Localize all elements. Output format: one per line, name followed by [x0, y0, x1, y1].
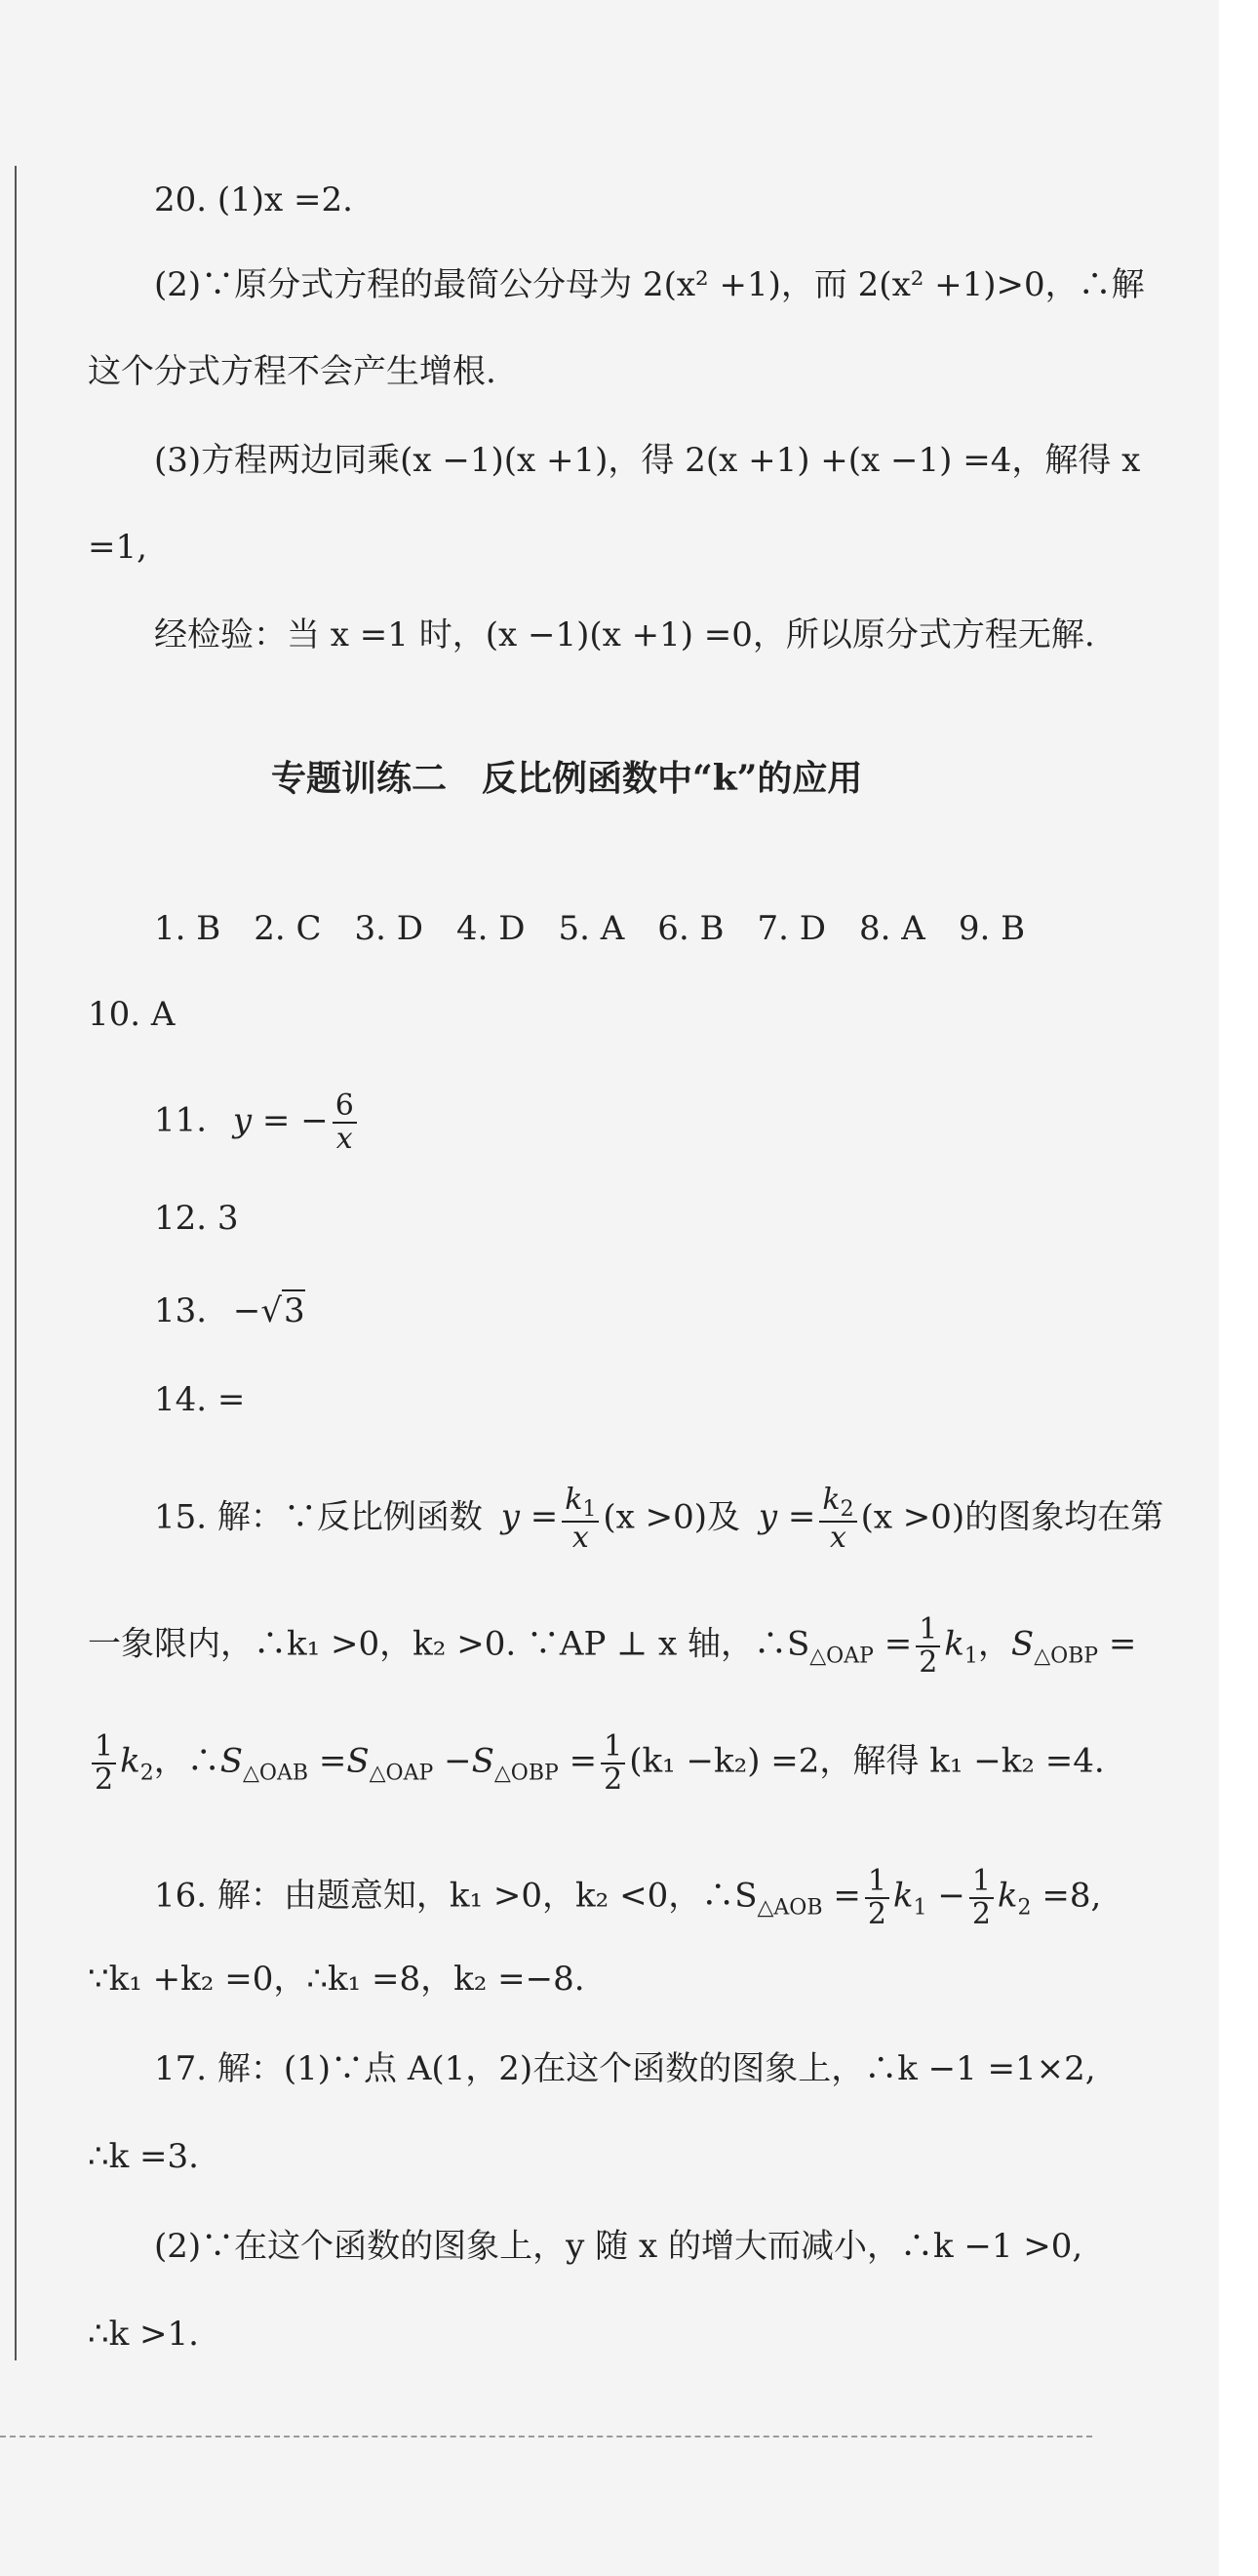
- p15-line3: $\frac{1}{2}$ $k_2$，$\therefore S_{\triangle OAB} =S_{\triangle OAP} -S_{\triangle OBP}$ = $\frac{1}{2}$ (k₁ −k₂) =2，解得 k₁ −k₂ =4.: [88, 1731, 1105, 1795]
- p20-line4: (3)方程两边同乘(x −1)(x +1)，得 2(x +1) +(x −1) =4，解得 x: [154, 441, 1141, 480]
- p20-line2: (2)∵原分式方程的最简公分母为 2(x² +1)，而 2(x² +1)>0，∴解: [154, 265, 1145, 304]
- p20-line3: 这个分式方程不会产生增根.: [88, 352, 496, 391]
- choices-line2: 10. A: [88, 995, 176, 1034]
- answer-13: 13. −√3: [154, 1291, 305, 1330]
- dashed-divider: [0, 2436, 1092, 2437]
- p20-line5: =1,: [88, 528, 147, 567]
- answer-12: 12. 3: [154, 1199, 239, 1238]
- section-title: 专题训练二 反比例函数中“k”的应用: [271, 758, 863, 799]
- p20-line1: 20. (1)x =2.: [154, 180, 353, 219]
- p17-line3: (2)∵在这个函数的图象上，y 随 x 的增大而减小，∴k −1 >0,: [154, 2227, 1083, 2266]
- p15-line2: 一象限内，∴k₁ >0，k₂ >0. ∵AP ⊥ x 轴，$\therefore S_{\triangle OAP}$ = $\frac{1}{2}$ $k_1$，$S_{\triangle OBP}$ =: [88, 1612, 1137, 1680]
- p20-line6: 经检验：当 x =1 时，(x −1)(x +1) =0，所以原分式方程无解.: [154, 615, 1095, 654]
- p16-line2: ∵k₁ +k₂ =0，∴k₁ =8，k₂ =−8.: [88, 1960, 585, 1999]
- p16-line1: 16. 解：由题意知，k₁ >0，k₂ <0，$\therefore S_{\triangle AOB}$ = $\frac{1}{2}$ $k_1$ − $\frac{1}{2}$ $k_2 =8$,: [154, 1864, 1102, 1931]
- binding-margin-line: [15, 166, 17, 2360]
- fraction-k2-over-x: $\frac{k_2}{x}$: [819, 1485, 856, 1554]
- p17-line2: ∴k =3.: [88, 2137, 199, 2176]
- p17-line4: ∴k >1.: [88, 2315, 199, 2354]
- p15-line1: 15. 解：∵反比例函数 y = $\frac{k_1}{x}$ (x >0)及 y = $\frac{k_2}{x}$ (x >0)的图象均在第: [154, 1483, 1164, 1556]
- fraction-6-over-x: $\frac{6}{x}$: [333, 1090, 357, 1154]
- fraction-k1-over-x: $\frac{k_1}{x}$: [562, 1485, 599, 1554]
- answer-14: 14. =: [154, 1380, 246, 1419]
- choices-line1: 1. B 2. C 3. D 4. D 5. A 6. B 7. D 8. A 9. B: [154, 909, 1026, 948]
- p17-line1: 17. 解：(1)∵点 A(1，2)在这个函数的图象上，∴k −1 =1×2,: [154, 2049, 1096, 2088]
- answer-11: 11. y = − $\frac{6}{x}$: [154, 1090, 361, 1154]
